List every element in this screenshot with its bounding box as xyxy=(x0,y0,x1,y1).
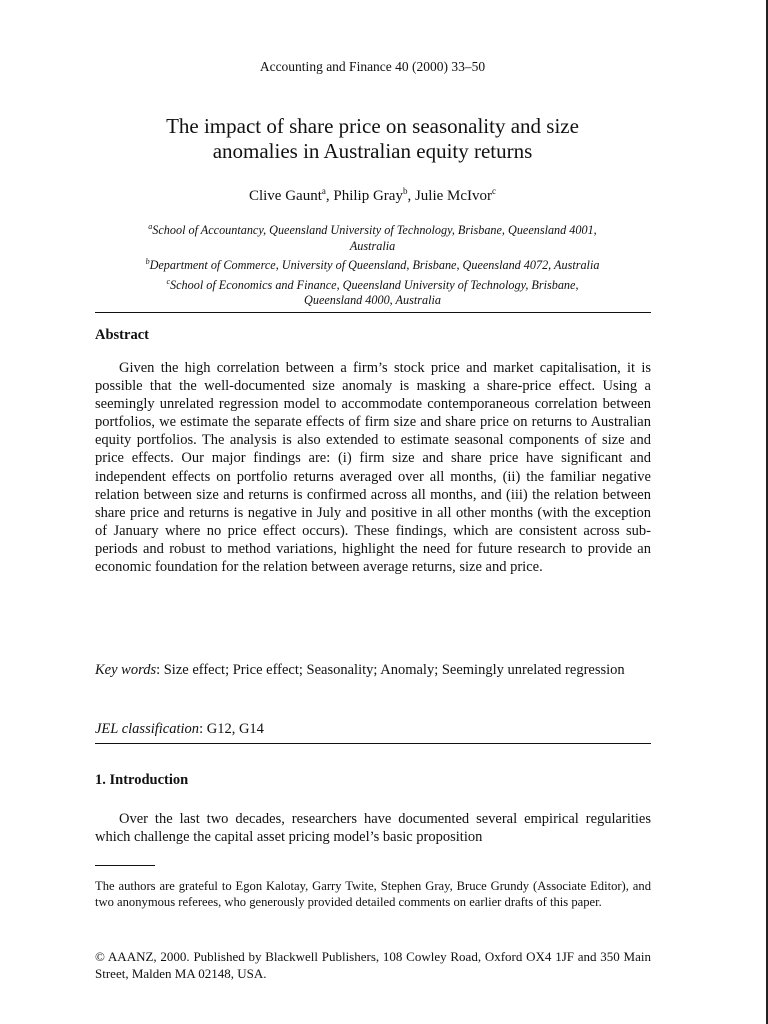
jel-label: JEL classification xyxy=(95,721,200,737)
abstract-heading: Abstract xyxy=(95,327,149,343)
divider-top xyxy=(95,312,651,313)
affiliation-mark: a xyxy=(148,222,153,231)
keywords-text: : Size effect; Price effect; Seasonality; Anomaly; Seemingly unrelated regression xyxy=(156,662,625,678)
author-mark: b xyxy=(402,186,408,196)
affiliation-c-cont: Queensland 4000, Australia xyxy=(304,293,441,308)
affiliation-text: Department of Commerce, University of Queensland, Brisbane, Queensland 4072, Australia xyxy=(149,258,600,273)
affiliation-mark: c xyxy=(166,276,171,286)
footnote-rule xyxy=(95,865,155,866)
paper-title xyxy=(0,114,745,164)
keywords xyxy=(95,661,651,679)
jel-text: : G12, G14 xyxy=(199,721,264,737)
title-line-2: anomalies in Australian equity returns xyxy=(212,139,533,163)
jel-classification xyxy=(95,720,651,738)
author-name: Clive Gaunt xyxy=(248,188,322,204)
affiliation-text: School of Economics and Finance, Queensland University of Technology, Brisbane, xyxy=(170,277,579,292)
abstract-body: Given the high correlation between a firm’s stock price and market capitalisation, it is possible that the well-documented size anomaly is masking a share-price effect. Using a seemingly unrelated regression model to accommodate contemporaneous correlation between portfolios, we estimate the separate effects of firm size and share price on returns to Australian equity portfolios. The analysis is also extended to estimate seasonal components of size and price effects. Our major findings are: (i) firm size and share price have significant and independent effects on portfolio returns averaged over all months, (ii) the familiar negative relation between size and returns is confirmed across all months, and (iii) the relation between share price and returns is negative in July and positive in all other months (with the exception of January where no price effect occurs). These findings, which are consistent across sub-periods and robust to method variations, highlight the need for future research to provide an economic foundation for the relation between average returns, size and price. xyxy=(95,360,651,576)
author-mark: a xyxy=(321,186,326,196)
affiliation-text: School of Accountancy, Queensland University of Technology, Brisbane, Queensland 4001, xyxy=(152,223,597,238)
acknowledgement-footnote: The authors are grateful to Egon Kalotay, Garry Twite, Stephen Gray, Bruce Grundy (Associate Editor), and two anonymous referees, who generously provided detailed comments on earlier drafts of this paper. xyxy=(95,879,651,910)
affiliation-a xyxy=(0,219,745,239)
affiliation-b xyxy=(0,254,745,274)
affiliation-c xyxy=(0,274,745,294)
copyright-footnote: © AAANZ, 2000. Published by Blackwell Publishers, 108 Cowley Road, Oxford OX4 1JF and 350 Main Street, Malden MA 02148, USA. xyxy=(95,949,651,981)
author-list: Clive Gaunt$^a$, Philip Gray$^b$, Julie McIvor$^c$ xyxy=(248,186,497,204)
author-name: Philip Gray xyxy=(333,188,403,204)
divider-bottom xyxy=(95,743,651,744)
intro-body: Over the last two decades, researchers have documented several empirical regularities which challenge the capital asset pricing model’s basic proposition xyxy=(95,811,651,846)
keywords-label: Key words xyxy=(95,662,157,678)
title-line-1: The impact of share price on seasonality and size xyxy=(166,114,579,138)
affiliation-a-cont: Australia xyxy=(349,238,396,253)
affiliation-mark: b xyxy=(145,257,150,267)
journal-citation: Accounting and Finance 40 (2000) 33–50 xyxy=(259,59,486,74)
author-name: Julie McIvor xyxy=(414,188,493,204)
intro-heading: 1. Introduction xyxy=(95,772,189,788)
affiliations xyxy=(0,219,745,309)
author-mark: c xyxy=(492,186,497,196)
